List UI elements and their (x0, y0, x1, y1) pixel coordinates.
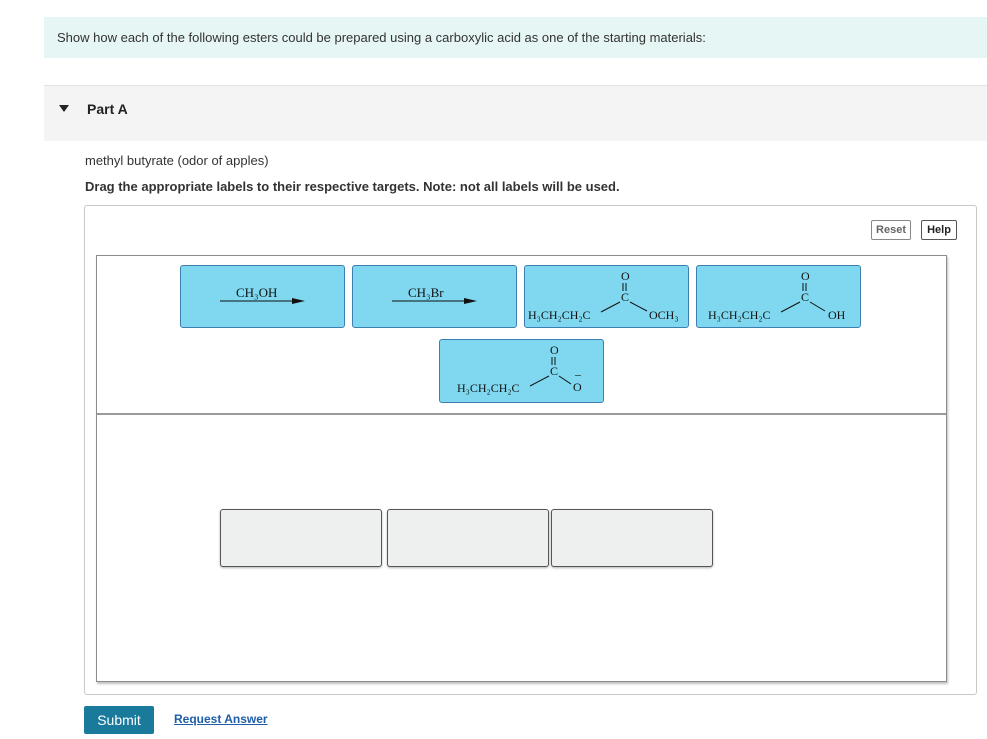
carbonyl-oxygen: O (550, 343, 559, 357)
methyl-butyrate-structure (525, 266, 690, 329)
carboxylate-oxygen: O (573, 380, 582, 394)
drop-target-1[interactable] (220, 509, 382, 567)
question-prompt: methyl butyrate (odor of apples) (85, 153, 269, 168)
submit-button[interactable]: Submit (84, 706, 154, 734)
alkyl-chain: H₃CH₂CH₂C (528, 308, 591, 322)
label-methyl-butyrate[interactable] (524, 265, 689, 328)
reaction-arrow-icon (292, 298, 305, 304)
label-methanol-reagent[interactable] (180, 265, 345, 328)
carbonyl-oxygen: O (621, 269, 630, 283)
hydroxyl-group: OH (828, 308, 846, 322)
reset-button[interactable]: Reset (871, 220, 911, 240)
carbonyl-carbon: C (801, 290, 810, 304)
bromomethane-formula: CH₃Br (408, 285, 444, 300)
carbonyl-carbon: C (550, 364, 559, 378)
part-title[interactable]: Part A (87, 101, 128, 117)
reaction-arrow-icon (464, 298, 477, 304)
label-tray-divider (97, 413, 946, 415)
butanoate-structure (440, 340, 605, 404)
methanol-formula: CH₃OH (236, 285, 278, 300)
butanoic-acid-structure (697, 266, 862, 329)
part-header[interactable] (44, 85, 987, 141)
carbonyl-carbon: C (621, 290, 630, 304)
label-butanoic-acid[interactable] (696, 265, 861, 328)
methanol-arrow-graphic (181, 266, 346, 329)
alkyl-chain: H₃CH₂CH₂C (708, 308, 771, 322)
drop-target-2[interactable] (387, 509, 549, 567)
help-button[interactable]: Help (921, 220, 957, 240)
label-butanoate[interactable] (439, 339, 604, 403)
request-answer-link[interactable]: Request Answer (174, 712, 268, 726)
alkyl-chain: H₃CH₂CH₂C (457, 381, 520, 395)
ester-group: OCH₃ (649, 308, 679, 322)
negative-charge: – (575, 367, 581, 381)
problem-intro: Show how each of the following esters could be prepared using a carboxylic acid as one of the starting materials: (44, 17, 987, 58)
label-bromomethane-reagent[interactable] (352, 265, 517, 328)
carbonyl-oxygen: O (801, 269, 810, 283)
drag-instruction: Drag the appropriate labels to their respective targets. Note: not all labels will be used. (85, 179, 620, 194)
drop-target-3[interactable] (551, 509, 713, 567)
bromomethane-arrow-graphic (353, 266, 518, 329)
collapse-caret-icon[interactable] (59, 105, 69, 112)
